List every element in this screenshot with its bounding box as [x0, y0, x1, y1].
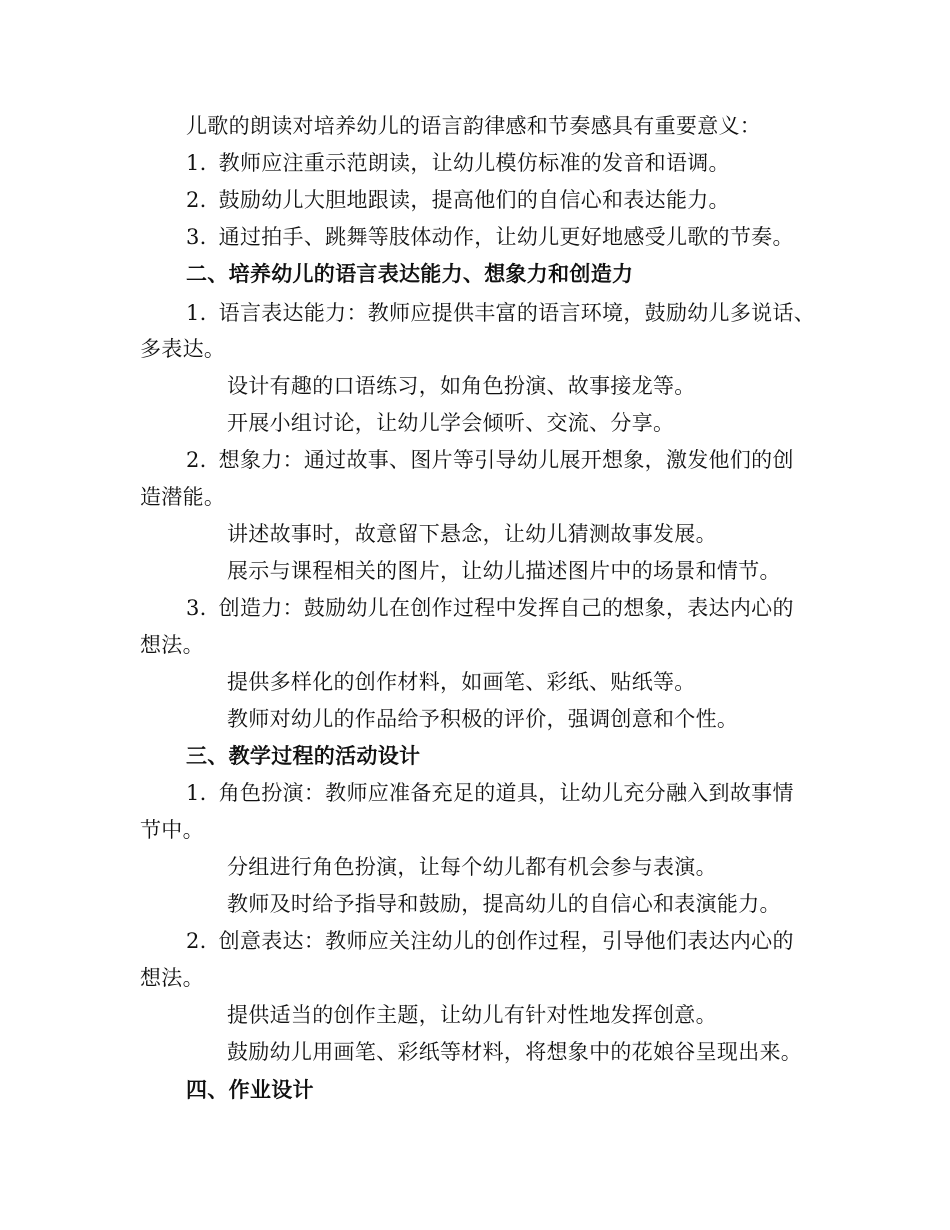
item-number: 2. [186, 448, 207, 472]
item-number: 1. [186, 781, 207, 805]
item-text: 教师应注重示范朗读，让幼儿模仿标准的发音和语调。 [218, 151, 730, 175]
item-text: 鼓励幼儿大胆地跟读，提高他们的自信心和表达能力。 [218, 188, 730, 212]
item-text: 角色扮演：教师应准备充足的道具，让幼儿充分融入到故事情 [218, 781, 794, 805]
item-number: 3. [186, 225, 207, 249]
item-text: 创意表达：教师应关注幼儿的创作过程，引导他们表达内心的 [218, 929, 794, 953]
section-3-item-2-sub-1: 提供适当的创作主题，让幼儿有针对性地发挥创意。 [227, 1003, 717, 1027]
section-2-item-3-sub-2: 教师对幼儿的作品给予积极的评价，强调创意和个性。 [227, 707, 739, 731]
item-text: 语言表达能力：教师应提供丰富的语言环境，鼓励幼儿多说话、 [218, 301, 816, 325]
item-number: 3. [186, 596, 207, 620]
section-4-heading: 四、作业设计 [186, 1078, 314, 1102]
section-2-item-3 [186, 590, 794, 626]
intro-paragraph: 儿歌的朗读对培养幼儿的语言韵律感和节奏感具有重要意义： [186, 114, 762, 138]
item-text: 想象力：通过故事、图片等引导幼儿展开想象，激发他们的创 [218, 448, 794, 472]
section-2-item-3-cont: 想法。 [140, 633, 204, 657]
item-number: 1. [186, 301, 207, 325]
section-3-heading: 三、教学过程的活动设计 [186, 744, 421, 768]
intro-item-1 [186, 145, 730, 181]
intro-item-3 [186, 219, 794, 255]
section-2-item-1-sub-1: 设计有趣的口语练习，如角色扮演、故事接龙等。 [227, 374, 696, 398]
section-2-item-3-sub-1: 提供多样化的创作材料，如画笔、彩纸、贴纸等。 [227, 670, 696, 694]
section-3-item-1-sub-2: 教师及时给予指导和鼓励，提高幼儿的自信心和表演能力。 [227, 892, 781, 916]
section-3-item-2-cont: 想法。 [140, 966, 204, 990]
section-3-item-2 [186, 923, 794, 959]
section-3-item-1-cont: 节中。 [140, 818, 204, 842]
item-text: 创造力：鼓励幼儿在创作过程中发挥自己的想象，表达内心的 [218, 596, 794, 620]
section-3-item-1 [186, 775, 794, 811]
section-2-item-2-cont: 造潜能。 [140, 485, 226, 509]
intro-item-2 [186, 182, 730, 218]
section-2-item-1-cont: 多表达。 [140, 337, 226, 361]
section-3-item-2-sub-2: 鼓励幼儿用画笔、彩纸等材料，将想象中的花娘谷呈现出来。 [227, 1040, 803, 1064]
item-number: 2. [186, 929, 207, 953]
section-2-item-2-sub-2: 展示与课程相关的图片，让幼儿描述图片中的场景和情节。 [227, 559, 781, 583]
section-2-heading: 二、培养幼儿的语言表达能力、想象力和创造力 [186, 262, 634, 286]
section-3-item-1-sub-1: 分组进行角色扮演，让每个幼儿都有机会参与表演。 [227, 855, 717, 879]
section-2-item-2-sub-1: 讲述故事时，故意留下悬念，让幼儿猜测故事发展。 [227, 522, 717, 546]
item-number: 1. [186, 151, 207, 175]
section-2-item-2 [186, 442, 794, 478]
section-2-item-1-sub-2: 开展小组讨论，让幼儿学会倾听、交流、分享。 [227, 411, 675, 435]
item-text: 通过拍手、跳舞等肢体动作，让幼儿更好地感受儿歌的节奏。 [218, 225, 794, 249]
section-2-item-1 [186, 295, 815, 331]
item-number: 2. [186, 188, 207, 212]
